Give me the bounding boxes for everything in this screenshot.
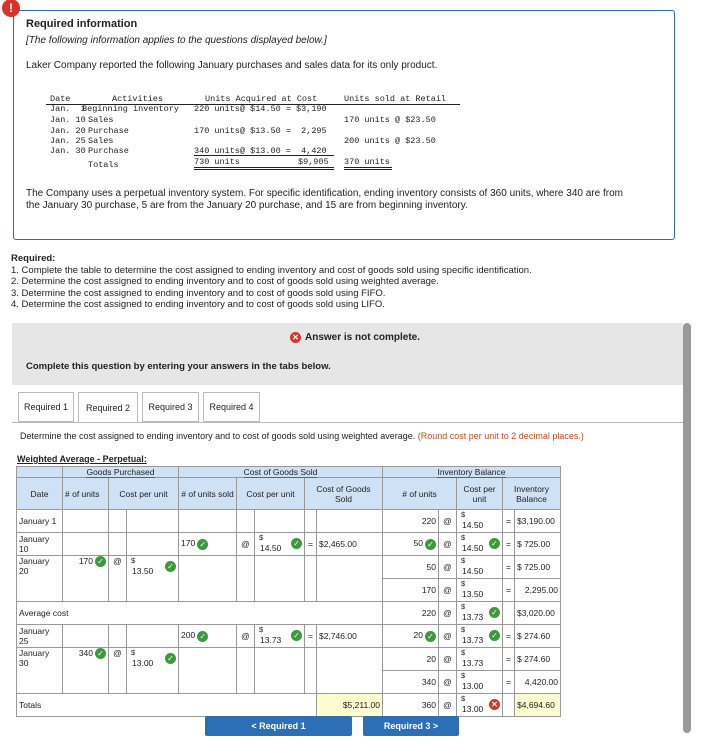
required-heading: Required: [11,253,56,264]
balance-cost-value: 14.50 [462,520,484,530]
info-lead: Laker Company reported the following January purchases and sales data for its only product. [26,60,438,71]
inventory-balance-cell[interactable]: 2,295.00 [515,579,561,602]
tab-required-1[interactable]: Required 1 [18,392,74,422]
col-activities: Activities [112,94,164,104]
cogs-input[interactable] [317,648,383,694]
balance-cost-value: 14.50 [462,543,484,553]
inventory-balance-cell[interactable]: $ 274.60 [515,648,561,671]
col-date: Date [50,94,71,104]
row-date: Jan. 1 [50,104,86,114]
equals-sign: = [503,579,515,602]
header-inventory-balance: Inventory Balance [503,478,561,510]
sold-units-value: 170 [181,538,196,549]
balance-cost-cell[interactable] [457,625,503,648]
balance-units-cell[interactable]: 220 [383,510,439,533]
check-icon: ✓ [95,556,106,567]
purchase-units-value: 170 [78,556,93,566]
header-units: # of units [63,478,109,510]
row-activity: Sales [88,136,114,146]
balance-cost-cell[interactable] [457,510,503,533]
required-item: 3. Determine the cost assigned to ending inventory and to cost of goods sold using FIFO. [11,287,386,299]
balance-units-value: 20 [413,630,423,641]
purchase-cost-value: 13.50 [132,566,154,576]
inventory-balance-cell[interactable]: $ 725.00 [515,556,561,579]
balance-cost-value: 13.73 [462,635,484,645]
balance-units-cell[interactable]: 340 [383,671,439,694]
balance-units-cell[interactable] [383,625,439,648]
question-prompt [20,431,584,441]
row-date: January 20 [17,556,63,602]
inventory-balance-cell[interactable]: $ 274.60 [515,625,561,648]
equals-sign: = [503,625,515,648]
col-sold: Units sold at Retail [344,94,447,104]
at-sign: @ [439,556,457,579]
group-cost-of-goods-sold: Cost of Goods Sold [243,467,318,477]
sold-cost-cell[interactable] [255,625,305,648]
average-cost-label: Average cost [17,602,383,625]
check-icon: ✓ [291,630,302,641]
inventory-balance-cell[interactable]: $3,190.00 [515,510,561,533]
balance-cost-cell[interactable] [457,556,503,579]
instruction-text: Complete this question by entering your answers in the tabs below. [26,361,331,372]
total-cost-value: 13.00 [462,704,484,714]
alert-icon: ! [2,0,20,17]
inventory-balance-cell[interactable]: $ 725.00 [515,533,561,556]
total-inventory-balance-cell[interactable]: $4,694.60 [515,694,561,717]
row-date: Jan. 30 [50,146,86,156]
balance-units-cell[interactable] [383,533,439,556]
next-required-button[interactable]: Required 3 > [363,716,459,736]
at-sign: @ [439,625,457,648]
sold-cost-value: 14.50 [260,543,282,553]
row-activity: Purchase [88,146,129,156]
at-sign: @ [439,648,457,671]
tab-required-4[interactable]: Required 4 [203,392,260,422]
check-icon: ✓ [291,538,302,549]
dollar-sign: $ [461,648,466,657]
row-activity: Purchase [88,126,129,136]
totals-sold: 370 units [344,157,390,167]
info-paragraph: The Company uses a perpetual inventory system. For specific identification, ending inventory consists of 360 units, where 340 are from the January 30 purchase, 5 are from the January 20 purchase, and 15 are from beginning inventory. [26,188,623,211]
weighted-average-table [16,466,561,717]
dollar-sign: $ [461,533,466,542]
sold-units-input[interactable] [179,648,237,694]
row-date: January 30 [17,648,63,694]
cogs-input[interactable] [317,510,383,533]
at-sign: @ [439,579,457,602]
total-cost-cell[interactable] [457,694,503,717]
cogs-cell[interactable]: $2,746.00 [317,625,383,648]
header-sold-cost-per-unit: Cost per unit [237,478,305,510]
purchase-cost-input[interactable] [127,533,179,556]
at-sign: @ [237,533,255,556]
balance-units-cell[interactable]: 20 [383,648,439,671]
at-sign: @ [439,694,457,717]
sold-cost-input[interactable] [255,648,305,694]
row-sold: 200 units @ $23.50 [344,136,436,146]
group-goods-purchased: Goods Purchased [86,467,155,477]
dollar-sign: $ [259,533,264,542]
row-acquired: 170 units@ $13.50 = 2,295 [194,126,327,136]
equals-sign: = [305,625,317,648]
equals-sign: = [503,533,515,556]
purchase-units-input[interactable] [63,510,109,533]
row-date: January 1 [17,510,63,533]
balance-cost-cell[interactable] [457,648,503,671]
at-sign: @ [439,671,457,694]
check-icon: ✓ [165,561,176,572]
equals-sign: = [305,533,317,556]
prompt-hint: (Round cost per unit to 2 decimal places.) [417,431,584,441]
check-icon: ✓ [489,538,500,549]
dollar-sign: $ [461,671,466,680]
scrollbar[interactable] [683,323,691,733]
x-circle-icon: ✕ [290,332,301,343]
check-icon: ✓ [489,607,500,618]
check-icon: ✓ [165,653,176,664]
purchase-cost-value: 13.00 [132,658,154,668]
dollar-sign: $ [461,556,466,565]
balance-units-value: 50 [413,538,423,549]
check-icon: ✓ [425,539,436,550]
header-balance-cost-per-unit: Cost per unit [457,478,503,510]
row-date: January 10 [17,533,63,556]
required-item: 1. Complete the table to determine the cost assigned to ending inventory and cost of goods sold using specific identification. [11,264,532,276]
sold-units-input[interactable] [179,510,237,533]
row-sold: 170 units @ $23.50 [344,115,436,125]
at-sign: @ [439,602,457,625]
purchase-cost-input[interactable] [127,625,179,648]
balance-cost-value: 14.50 [462,566,484,576]
dollar-sign: $ [461,694,466,703]
check-icon: ✓ [197,631,208,642]
required-item: 4. Determine the cost assigned to ending inventory and to cost of goods sold using LIFO. [11,299,385,310]
x-circle-icon: ✕ [489,699,500,710]
answer-status-text: Answer is not complete. [305,332,421,343]
balance-cost-cell[interactable] [457,671,503,694]
balance-cost-cell[interactable] [457,602,503,625]
dollar-sign: $ [461,510,466,519]
balance-cost-value: 13.73 [462,612,484,622]
purchase-units-value: 340 [78,648,93,658]
sold-units-value: 200 [181,630,196,641]
header-balance-units: # of units [383,478,457,510]
at-sign: @ [237,625,255,648]
sold-cost-input[interactable] [255,510,305,533]
required-item: 2. Determine the cost assigned to ending inventory and to cost of goods sold using weighted average. [11,276,439,287]
tab-required-3[interactable]: Required 3 [142,392,199,422]
sold-cost-cell[interactable] [255,533,305,556]
total-units-cell[interactable]: 360 [383,694,439,717]
row-date: Jan. 20 [50,126,86,136]
totals-units: 730 units [194,157,240,167]
dollar-sign: $ [461,625,466,634]
prompt-text: Determine the cost assigned to ending inventory and to cost of goods sold using weighted average. [20,431,418,441]
balance-units-cell[interactable]: 50 [383,556,439,579]
totals-cost: $9,905 [298,157,329,167]
balance-units-cell[interactable]: 220 [383,602,439,625]
at-sign: @ [109,556,127,602]
row-date: Jan. 25 [50,136,86,146]
balance-cost-value: 13.00 [462,681,484,691]
balance-cost-cell[interactable] [457,533,503,556]
equals-sign: = [503,671,515,694]
row-acquired: 220 units@ $14.50 = $3,190 [194,104,327,114]
dollar-sign: $ [461,579,466,588]
purchase-cost-input[interactable] [127,510,179,533]
total-cogs-cell[interactable]: $5,211.00 [317,694,383,717]
balance-cost-cell[interactable] [457,579,503,602]
row-activity: Beginning inventory [82,104,179,114]
sold-units-cell[interactable] [179,533,237,556]
inventory-balance-cell[interactable]: 4,420.00 [515,671,561,694]
at-sign: @ [439,533,457,556]
col-acquired: Units Acquired at Cost [205,94,318,104]
dollar-sign: $ [461,602,466,611]
equals-sign: = [503,556,515,579]
info-note: [The following information applies to the questions displayed below.] [26,35,327,46]
tab-required-2[interactable]: Required 2 [78,392,138,423]
purchase-cost-cell[interactable] [127,648,179,694]
dollar-sign: $ [131,556,136,565]
check-icon: ✓ [197,539,208,550]
inventory-balance-cell[interactable]: $3,020.00 [515,602,561,625]
header-date: Date [17,478,63,510]
row-date: January 25 [17,625,63,648]
row-date: Jan. 10 [50,115,86,125]
info-title: Required information [26,18,138,30]
table-title: Weighted Average - Perpetual: [17,454,147,464]
at-sign: @ [109,648,127,694]
totals-label: Totals [88,160,119,170]
balance-cost-value: 13.73 [462,658,484,668]
purchase-units-cell[interactable] [63,648,109,694]
balance-units-cell[interactable]: 170 [383,579,439,602]
required-list [11,253,532,311]
row-acquired: 340 units@ $13.00 = 4,420 [194,146,327,156]
purchase-units-input[interactable] [63,625,109,648]
purchase-cost-cell[interactable] [127,556,179,602]
equals-sign: = [503,648,515,671]
dollar-sign: $ [259,625,264,634]
sold-units-input[interactable] [179,556,237,602]
totals-label: Totals [17,694,317,717]
sold-units-cell[interactable] [179,625,237,648]
header-cogs: Cost of Goods Sold [305,478,383,510]
answer-status [290,332,420,343]
sold-cost-value: 13.73 [260,635,282,645]
group-inventory-balance: Inventory Balance [437,467,506,477]
purchase-units-input[interactable] [63,533,109,556]
balance-cost-value: 13.50 [462,589,484,599]
prev-required-button[interactable]: < Required 1 [205,716,352,736]
check-icon: ✓ [95,648,106,659]
dollar-sign: $ [131,648,136,657]
row-activity: Sales [88,115,114,125]
header-units-sold: # of units sold [179,478,237,510]
equals-sign: = [503,510,515,533]
purchase-units-cell[interactable] [63,556,109,602]
sold-cost-input[interactable] [255,556,305,602]
check-icon: ✓ [489,630,500,641]
cogs-cell[interactable]: $2,465.00 [317,533,383,556]
header-cost-per-unit: Cost per unit [109,478,179,510]
at-sign: @ [439,510,457,533]
cogs-input[interactable] [317,556,383,602]
check-icon: ✓ [425,631,436,642]
